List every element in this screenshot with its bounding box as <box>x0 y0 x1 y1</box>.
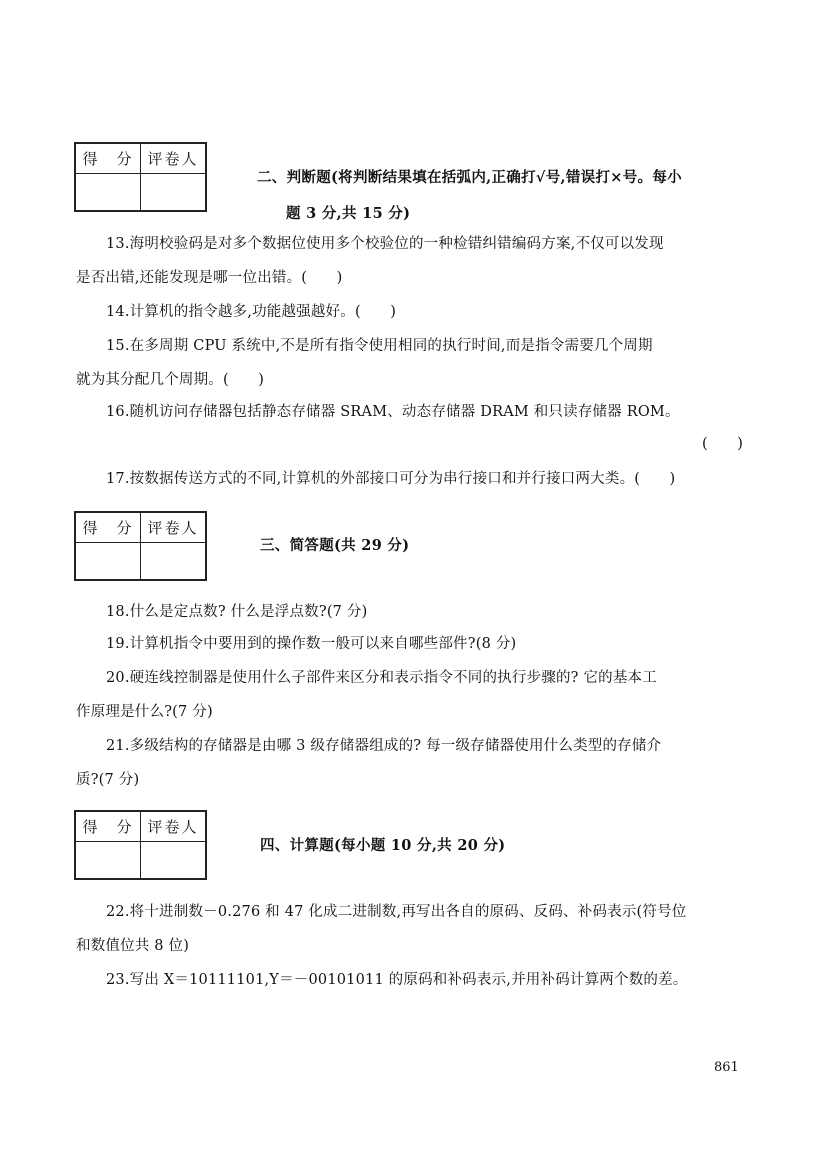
grader-label: 评卷人 <box>141 512 207 543</box>
score-table <box>74 810 207 880</box>
section-title: 二、判断题(将判断结果填在括弧内,正确打√号,错误打×号。每小 <box>257 169 682 186</box>
question-21: 21.多级结构的存储器是由哪 3 级存储器组成的? 每一级存储器使用什么类型的存储介 <box>106 738 662 754</box>
question-13-cont: 是否出错,还能发现是哪一位出错。( ) <box>76 270 343 286</box>
question-15-cont: 就为其分配几个周期。( ) <box>76 372 265 388</box>
section-title: 四、计算题(每小题 10 分,共 20 分) <box>260 837 506 854</box>
question-22-cont: 和数值位共 8 位) <box>76 938 190 954</box>
question-17: 17.按数据传送方式的不同,计算机的外部接口可分为串行接口和并行接口两大类。( ) <box>106 471 676 487</box>
question-16: 16.随机访问存储器包括静态存储器 SRAM、动态存储器 DRAM 和只读存储器 ROM。 <box>106 404 680 420</box>
page-number: 861 <box>714 1060 739 1075</box>
score-cell[interactable] <box>75 174 141 212</box>
grader-label: 评卷人 <box>141 143 207 174</box>
question-19: 19.计算机指令中要用到的操作数一般可以来自哪些部件?(8 分) <box>106 636 517 652</box>
question-13: 13.海明校验码是对多个数据位使用多个校验位的一种检错纠错编码方案,不仅可以发现 <box>106 236 664 252</box>
score-table <box>74 511 207 581</box>
question-20: 20.硬连线控制器是使用什么子部件来区分和表示指令不同的执行步骤的? 它的基本工 <box>106 670 657 686</box>
score-cell[interactable] <box>75 842 141 880</box>
question-15: 15.在多周期 CPU 系统中,不是所有指令使用相同的执行时间,而是指令需要几个周期 <box>106 338 653 354</box>
question-18: 18.什么是定点数? 什么是浮点数?(7 分) <box>106 604 368 620</box>
question-14: 14.计算机的指令越多,功能越强越好。( ) <box>106 304 397 320</box>
question-16-cont: ( ) <box>702 436 744 452</box>
grader-label: 评卷人 <box>141 811 207 842</box>
score-label: 得 分 <box>75 811 141 842</box>
grader-cell[interactable] <box>141 842 207 880</box>
question-23: 23.写出 X＝10111101,Y＝－00101011 的原码和补码表示,并用补码计算两个数的差。 <box>106 972 688 988</box>
score-label: 得 分 <box>75 143 141 174</box>
question-20-cont: 作原理是什么?(7 分) <box>76 704 213 720</box>
score-table <box>74 142 207 212</box>
section-title: 三、简答题(共 29 分) <box>260 537 410 554</box>
grader-cell[interactable] <box>141 174 207 212</box>
score-label: 得 分 <box>75 512 141 543</box>
grader-cell[interactable] <box>141 543 207 581</box>
question-22: 22.将十进制数－0.276 和 47 化成二进制数,再写出各自的原码、反码、补码表示(符号位 <box>106 904 687 920</box>
score-cell[interactable] <box>75 543 141 581</box>
question-21-cont: 质?(7 分) <box>76 772 140 788</box>
section-title-cont: 题 3 分,共 15 分) <box>286 205 411 222</box>
